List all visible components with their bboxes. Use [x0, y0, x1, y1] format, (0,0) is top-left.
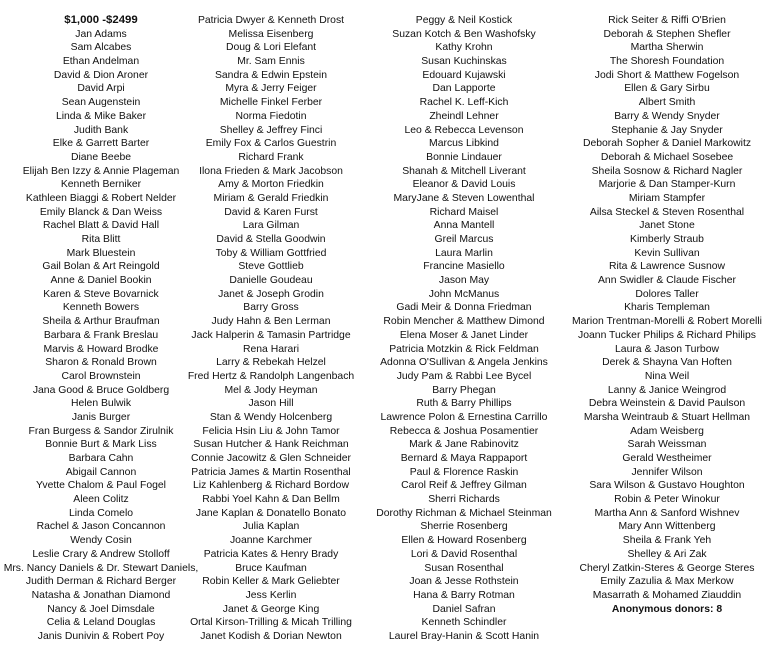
donor-name: Masarrath & Mohamed Ziauddin: [592, 589, 742, 601]
donor-name: Ortal Kirson-Trilling & Micah Trilling: [190, 617, 352, 629]
donor-name: Adonna O'Sullivan & Angela Jenkins: [380, 357, 548, 369]
donor-name: Norma Fiedotin: [235, 110, 307, 122]
donor-name: Ellen & Gary Sirbu: [624, 83, 710, 95]
donor-name: Emily Fox & Carlos Guestrin: [205, 138, 337, 150]
donor-name: Rita Blitt: [81, 234, 121, 245]
donor-name: Anne & Daniel Bookin: [50, 275, 152, 287]
donor-name: Bruce Kaufman: [235, 562, 307, 574]
donor-name: Laurel Bray-Hanin & Scott Hanin: [388, 630, 540, 642]
donor-name: Marsha Weintraub & Stuart Hellman: [583, 411, 751, 423]
donor-name: Laura Marlin: [435, 247, 493, 259]
donor-name: Greil Marcus: [434, 234, 494, 245]
anonymous-donors-count: Anonymous donors: 8: [611, 603, 723, 615]
donor-name: Diane Beebe: [70, 151, 132, 163]
donor-name: Linda Comelo: [68, 507, 134, 519]
donor-name: Janet & Joseph Grodin: [218, 288, 324, 300]
donor-name: David Arpi: [77, 83, 125, 95]
donor-name: Deborah Sopher & Daniel Markowitz: [582, 138, 752, 150]
donor-name: Steve Gottlieb: [238, 261, 304, 273]
donor-name: Yvette Chalom & Paul Fogel: [36, 480, 166, 492]
donor-name: Mel & Jody Heyman: [224, 384, 318, 396]
donor-name: Doug & Lori Elefant: [225, 42, 317, 54]
donor-name: Kenneth Berniker: [60, 179, 142, 191]
donor-name: Jane Kaplan & Donatello Bonato: [195, 507, 347, 519]
donor-name: Kharis Templeman: [624, 302, 710, 314]
donor-name: Kathy Krohn: [435, 42, 493, 54]
donor-name: Richard Frank: [238, 151, 304, 163]
donor-name: David & Karen Furst: [224, 206, 318, 218]
donor-name: Ilona Frieden & Mark Jacobson: [199, 165, 343, 177]
donor-name: Rabbi Yoel Kahn & Dan Bellm: [202, 494, 340, 506]
donor-name: Patricia James & Martin Rosenthal: [191, 466, 351, 478]
donor-name: Robin Keller & Mark Geliebter: [202, 576, 340, 588]
donor-name: Gadi Meir & Donna Friedman: [396, 302, 532, 314]
donor-name: Gail Bolan & Art Reingold: [42, 261, 160, 273]
donor-name: Marion Trentman-Morelli & Robert Morelli: [572, 316, 762, 328]
donor-name: Sam Alcabes: [70, 42, 132, 54]
donor-name: Joanne Karchmer: [229, 535, 312, 547]
donor-name: Celia & Leland Douglas: [46, 617, 156, 629]
donor-name: Shelley & Jeffrey Finci: [219, 124, 323, 136]
donor-name: Janet Kodish & Dorian Newton: [200, 630, 342, 642]
donor-name: Ellen & Howard Rosenberg: [401, 535, 527, 547]
donor-name: Kenneth Bowers: [62, 302, 140, 314]
donor-name: Laura & Jason Turbow: [615, 343, 719, 355]
donor-name: Patricia Dwyer & Kenneth Drost: [197, 15, 345, 26]
donor-name: Robin Mencher & Matthew Dimond: [383, 316, 545, 328]
donor-name: Susan Hutcher & Hank Reichman: [193, 439, 349, 451]
donor-name: Jodi Short & Matthew Fogelson: [594, 69, 740, 81]
donor-name: Judy Pam & Rabbi Lee Bycel: [396, 370, 532, 382]
donor-name: David & Dion Aroner: [53, 69, 149, 81]
donor-name: Lori & David Rosenthal: [410, 548, 518, 560]
donor-name: The Shoresh Foundation: [609, 56, 725, 68]
donor-name: Janis Dunivin & Robert Poy: [37, 630, 165, 642]
donor-name: Wendy Cosin: [70, 535, 132, 547]
donor-name: Albert Smith: [638, 97, 696, 109]
donor-name: Edouard Kujawski: [422, 69, 506, 81]
donor-name: Felicia Hsin Liu & John Tamor: [202, 425, 340, 437]
donor-name: Natasha & Jonathan Diamond: [31, 589, 171, 601]
donor-name: Carol Brownstein: [61, 370, 141, 382]
donor-name: Martha Sherwin: [630, 42, 704, 54]
donor-name: MaryJane & Steven Lowenthal: [393, 192, 535, 204]
donor-name: Barry Phegan: [432, 384, 496, 396]
donor-name: Larry & Rebekah Helzel: [216, 357, 326, 369]
donor-name: Judy Hahn & Ben Lerman: [211, 316, 331, 328]
donor-name: Rick Seiter & Riffi O'Brien: [608, 15, 726, 26]
donor-name: Jana Good & Bruce Goldberg: [32, 384, 170, 396]
donor-name: Eleanor & David Louis: [412, 179, 516, 191]
donor-name: Rachel Blatt & David Hall: [42, 220, 160, 232]
donor-name: Janet Stone: [639, 220, 695, 232]
donor-name: Marjorie & Dan Stamper-Kurn: [598, 179, 736, 191]
donor-name: Susan Rosenthal: [424, 562, 504, 574]
donor-name: Emily Blanck & Dan Weiss: [39, 206, 163, 218]
donor-column-1: [0, 14, 202, 644]
donor-name: Danielle Goudeau: [229, 275, 313, 287]
donor-name: Dolores Taller: [635, 288, 699, 300]
donor-name: Robin & Peter Winokur: [614, 494, 720, 506]
donor-name: Bonnie Burt & Mark Liss: [45, 439, 157, 451]
donor-name: Leo & Rebecca Levenson: [404, 124, 524, 136]
donor-name: Emily Zazulia & Max Merkow: [600, 576, 734, 588]
donor-name: Sandra & Edwin Epstein: [214, 69, 328, 81]
donor-name: John McManus: [428, 288, 500, 300]
donor-name: Kenneth Schindler: [421, 617, 507, 629]
donor-name: Susan Kuchinskas: [421, 56, 507, 68]
donor-name: Sharon & Ronald Brown: [45, 357, 157, 369]
donor-name: Nancy & Joel Dimsdale: [47, 603, 155, 615]
donor-name: Barry Gross: [243, 302, 299, 314]
donor-name: Miriam & Gerald Friedkin: [213, 192, 329, 204]
donor-name: Leslie Crary & Andrew Stolloff: [32, 548, 170, 560]
donor-name: Mr. Sam Ennis: [237, 56, 305, 68]
donor-name: Fred Hertz & Randolph Langenbach: [187, 370, 355, 382]
donor-name: Shelley & Ari Zak: [627, 548, 707, 560]
donor-name: Hana & Barry Rotman: [413, 589, 515, 601]
donor-name: Lanny & Janice Weingrod: [607, 384, 727, 396]
donor-name: Fran Burgess & Sandor Zirulnik: [28, 425, 174, 437]
donor-name: Marvis & Howard Brodke: [43, 343, 159, 355]
donor-name: Carol Reif & Jeffrey Gilman: [401, 480, 527, 492]
donor-name: Elke & Garrett Barter: [52, 138, 150, 150]
donor-name: Jan Adams: [75, 28, 127, 40]
donor-name: Toby & William Gottfried: [215, 247, 327, 259]
donor-name: Barry & Wendy Snyder: [614, 110, 720, 122]
donor-name: Daniel Safran: [432, 603, 496, 615]
donor-name: Sarah Weissman: [627, 439, 707, 451]
donor-name: Patricia Kates & Henry Brady: [203, 548, 339, 560]
donor-name: Michelle Finkel Ferber: [219, 97, 323, 109]
donor-name: Mary Ann Wittenberg: [618, 521, 716, 533]
donor-name: Jack Halperin & Tamasin Partridge: [191, 329, 351, 341]
donor-name: Stephanie & Jay Snyder: [611, 124, 723, 136]
donor-name: Derek & Shayna Van Hoften: [602, 357, 732, 369]
donor-name: Bonnie Lindauer: [426, 151, 502, 163]
donor-column-2: [176, 14, 366, 644]
donor-name: Mark & Jane Rabinovitz: [409, 439, 519, 451]
donor-name: Cheryl Zatkin-Steres & George Steres: [579, 562, 755, 574]
donor-name: Deborah & Michael Sosebee: [600, 151, 734, 163]
donor-name: Barbara & Frank Breslau: [43, 329, 159, 341]
donor-name: Nina Weil: [644, 370, 690, 382]
donor-name: Rita & Lawrence Susnow: [608, 261, 726, 273]
donor-name: Patricia Motzkin & Rick Feldman: [389, 343, 539, 355]
donor-name: Bernard & Maya Rappaport: [400, 453, 528, 464]
donor-name: Sherri Richards: [428, 494, 500, 506]
donor-name: Zheindl Lehner: [429, 110, 499, 122]
donor-name: Suzan Kotch & Ben Washofsky: [392, 28, 536, 40]
donor-name: Linda & Mike Baker: [55, 110, 147, 122]
donor-name: Francine Masiello: [423, 261, 505, 273]
donor-name: Rachel K. Leff-Kich: [419, 97, 509, 109]
donor-name: Adam Weisberg: [630, 425, 704, 437]
donor-name: Ailsa Steckel & Steven Rosenthal: [589, 206, 745, 218]
donor-name: Martha Ann & Sanford Wishnev: [594, 507, 740, 519]
donor-name: Jason Hill: [248, 398, 294, 410]
donor-name: Elijah Ben Izzy & Annie Plageman: [22, 165, 180, 177]
donor-name: Kevin Sullivan: [634, 247, 700, 259]
donor-name: Ruth & Barry Phillips: [416, 398, 512, 410]
donor-name: Rena Harari: [242, 343, 300, 355]
donor-name: Sean Augenstein: [61, 97, 141, 109]
donor-name: Karen & Steve Bovarnick: [43, 288, 159, 300]
donor-name: Kathleen Biaggi & Robert Nelder: [25, 192, 177, 204]
donor-name: Dorothy Richman & Michael Steinman: [376, 507, 552, 519]
donor-name: David & Stella Goodwin: [216, 234, 326, 245]
donor-name: Jason May: [438, 275, 490, 287]
donor-name: Ethan Andelman: [62, 56, 140, 68]
donor-name: Janis Burger: [71, 411, 131, 423]
donor-name: Marcus Libkind: [429, 138, 499, 150]
donor-name: Kimberly Straub: [630, 234, 704, 245]
donor-name: Shanah & Mitchell Liverant: [402, 165, 526, 177]
donor-name: Sherrie Rosenberg: [420, 521, 508, 533]
donor-column-4: [557, 14, 777, 616]
donor-name: Mark Bluestein: [66, 247, 136, 259]
donor-name: Anna Mantell: [433, 220, 495, 232]
donor-name: Julia Kaplan: [242, 521, 300, 533]
donor-name: Mrs. Nancy Daniels & Dr. Stewart Daniels,: [3, 562, 199, 574]
donor-name: Amy & Morton Friedkin: [218, 179, 324, 191]
donor-name: Gerald Westheimer: [622, 453, 712, 464]
giving-level-heading: $1,000 -$2499: [64, 14, 138, 26]
donor-name: Joann Tucker Philips & Richard Philips: [578, 329, 756, 341]
donor-name: Aleen Colitz: [73, 494, 129, 506]
donor-name: Sheila Sosnow & Richard Nagler: [591, 165, 743, 177]
donor-name: Judith Derman & Richard Berger: [25, 576, 177, 588]
donor-name: Miriam Stampfer: [628, 192, 706, 204]
donor-name: Abigail Cannon: [65, 466, 137, 478]
donor-name: Dan Lapporte: [432, 83, 496, 95]
donor-name: Sara Wilson & Gustavo Houghton: [589, 480, 745, 492]
donor-name: Rachel & Jason Concannon: [36, 521, 166, 533]
donor-name: Liz Kahlenberg & Richard Bordow: [193, 480, 349, 492]
donor-name: Deborah & Stephen Shefler: [603, 28, 731, 40]
donor-name: Sheila & Frank Yeh: [622, 535, 712, 547]
donor-name: Melissa Eisenberg: [228, 28, 314, 40]
donor-name: Helen Bulwik: [70, 398, 132, 410]
donor-name: Paul & Florence Raskin: [409, 466, 519, 478]
donor-name: Joan & Jesse Rothstein: [409, 576, 519, 588]
donor-name: Rebecca & Joshua Posamentier: [389, 425, 539, 437]
donor-name: Myra & Jerry Feiger: [225, 83, 317, 95]
donor-name: Barbara Cahn: [68, 453, 134, 464]
donor-name: Debra Weinstein & David Paulson: [588, 398, 746, 410]
donor-name: Judith Bank: [73, 124, 129, 136]
donor-name: Lara Gilman: [242, 220, 300, 232]
donor-name: Connie Jacowitz & Glen Schneider: [191, 453, 351, 464]
donor-name: Richard Maisel: [429, 206, 499, 218]
donor-name: Jess Kerlin: [245, 589, 297, 601]
donor-column-3: [368, 14, 560, 644]
donor-name: Lawrence Polon & Ernestina Carrillo: [380, 411, 548, 423]
donor-name: Sheila & Arthur Braufman: [42, 316, 160, 328]
donor-name: Stan & Wendy Holcenberg: [209, 411, 333, 423]
donor-name: Jennifer Wilson: [631, 466, 703, 478]
donor-name: Janet & George King: [222, 603, 320, 615]
donor-name: Elena Moser & Janet Linder: [399, 329, 529, 341]
donor-name: Peggy & Neil Kostick: [415, 15, 513, 26]
donor-name: Ann Swidler & Claude Fischer: [597, 275, 737, 287]
